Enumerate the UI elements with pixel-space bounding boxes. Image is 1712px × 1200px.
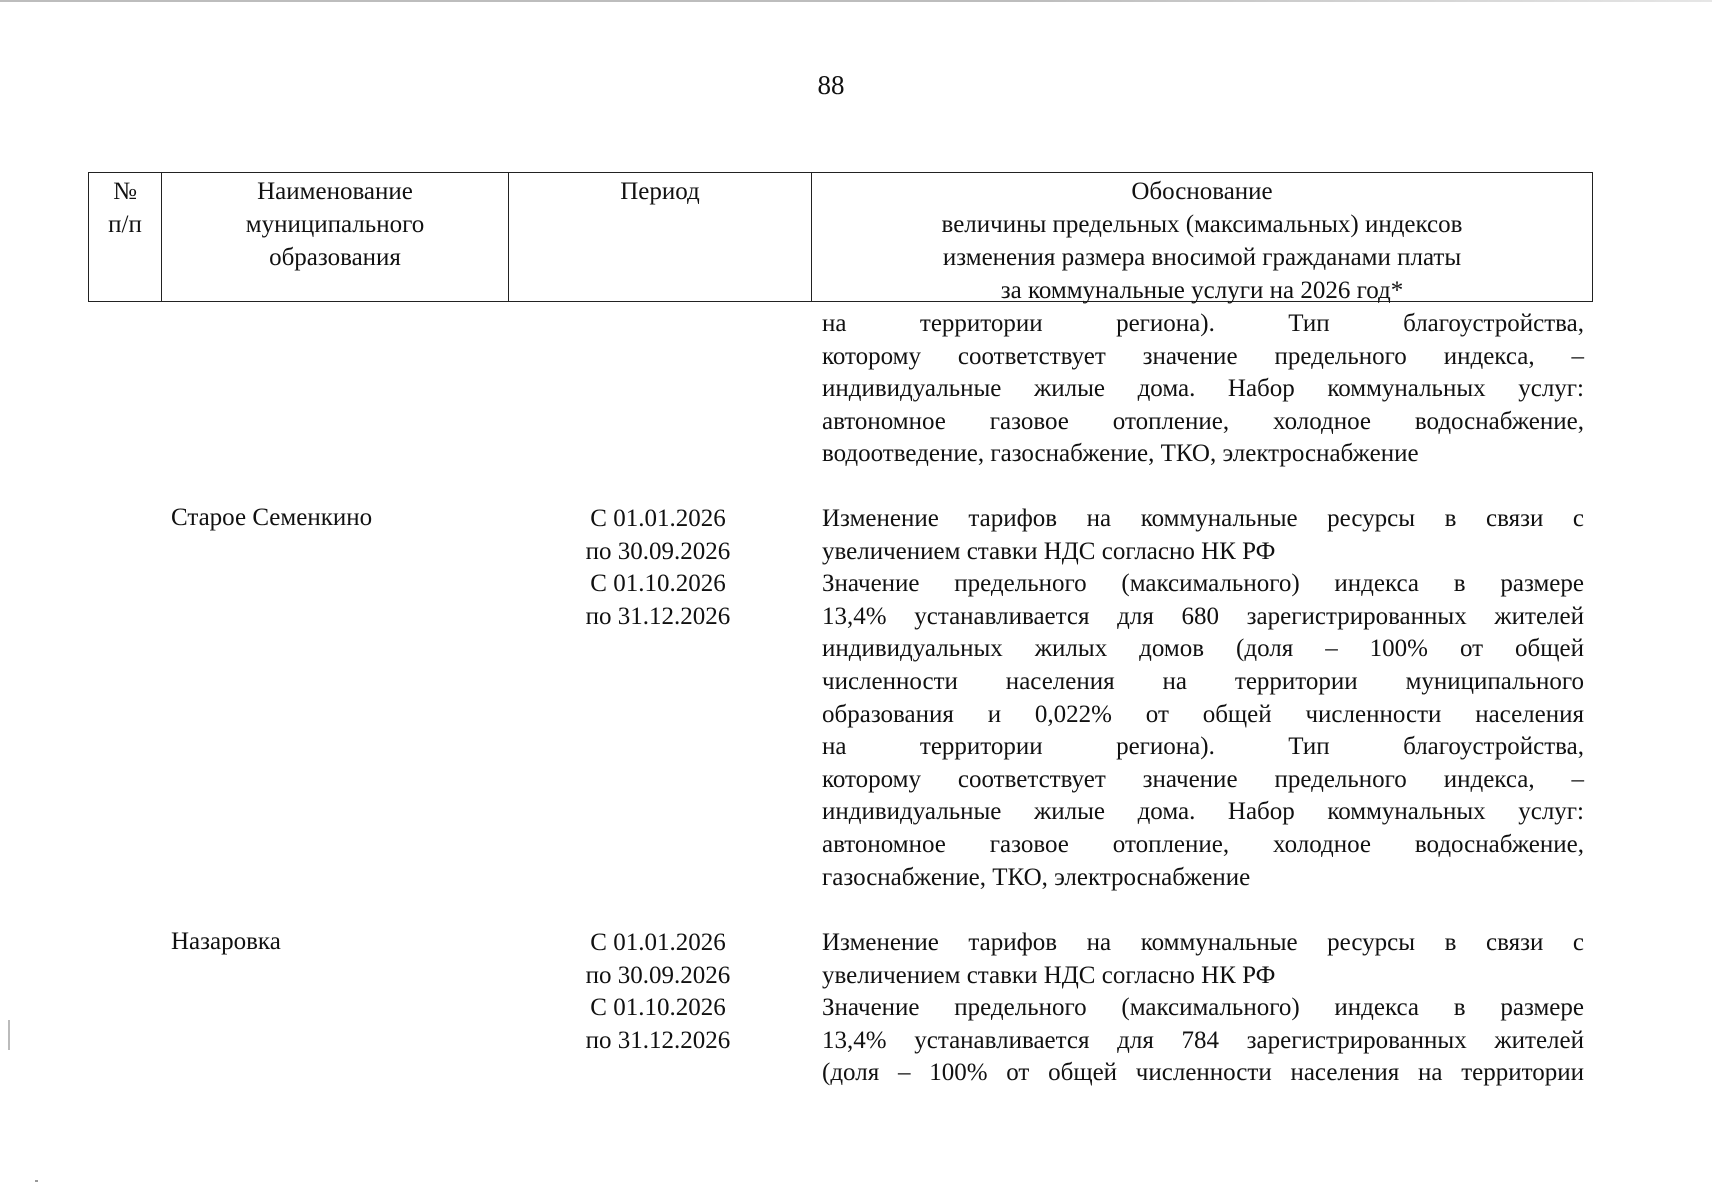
- text-line: Значение предельного (максимального) индекса в размере: [822, 570, 1584, 598]
- text-line: Изменение тарифов на коммунальные ресурсы в связи с: [822, 929, 1584, 956]
- text-line: которому соответствует значение предельного индекса, –: [822, 765, 1584, 793]
- continuation-text: [822, 308, 1584, 471]
- text-line: 13,4% устанавливается для 680 зарегистрированных жителей: [822, 602, 1584, 630]
- text-line: на территории региона). Тип благоустройства,: [822, 733, 1584, 761]
- text-line: газоснабжение, ТКО, электроснабжение: [822, 863, 1251, 891]
- text-line: автономное газовое отопление, холодное водоснабжение,: [822, 407, 1584, 435]
- text-line: водоотведение, газоснабжение, ТКО, электроснабжение: [822, 440, 1419, 468]
- period-cell: С 01.01.2026 по 30.09.2026 С 01.10.2026 по 31.12.2026: [585, 929, 731, 1054]
- scan-edge: [0, 0, 1712, 2]
- text-line: численности населения на территории муниципального: [822, 667, 1584, 695]
- text-line: образования и 0,022% от общей численности населения: [822, 700, 1584, 728]
- page-number: 88: [817, 70, 845, 100]
- text-line: индивидуальные жилые дома. Набор коммунальных услуг:: [822, 375, 1584, 403]
- text-line: Значение предельного (максимального) индекса в размере: [822, 994, 1584, 1022]
- text-line: которому соответствует значение предельного индекса, –: [822, 342, 1584, 370]
- header-col-municipality: Наименование муниципального образования: [162, 173, 509, 301]
- text-line: 13,4% устанавливается для 784 зарегистрированных жителей: [822, 1026, 1584, 1054]
- text-line: индивидуальных жилых домов (доля – 100% от общей: [822, 635, 1584, 663]
- text-line: Изменение тарифов на коммунальные ресурсы в связи с: [822, 505, 1584, 532]
- table-header: [88, 172, 1593, 302]
- scan-artifact: [8, 1020, 10, 1050]
- text-line: увеличением ставки НДС согласно НК РФ: [822, 961, 1276, 989]
- municipality-name: Назаровка: [171, 928, 281, 955]
- text-line: (доля – 100% от общей численности населения на территории: [822, 1059, 1584, 1087]
- scan-artifact: [35, 1180, 38, 1182]
- text-line: автономное газовое отопление, холодное водоснабжение,: [822, 830, 1584, 858]
- basis-text: [822, 927, 1584, 1090]
- municipality-name: Старое Семенкино: [171, 504, 373, 531]
- text-line: увеличением ставки НДС согласно НК РФ: [822, 537, 1276, 565]
- header-col-basis: Обоснование величины предельных (максимальных) индексов изменения размера вносимой гражданами платы за коммунальные услуги на 2026 год*: [941, 178, 1463, 304]
- text-line: на территории региона). Тип благоустройства,: [822, 310, 1584, 337]
- header-col-number: № п/п: [89, 173, 162, 301]
- text-line: индивидуальные жилые дома. Набор коммунальных услуг:: [822, 798, 1584, 826]
- header-col-period: Период: [509, 173, 812, 301]
- period-cell: С 01.01.2026 по 30.09.2026 С 01.10.2026 по 31.12.2026: [585, 505, 731, 630]
- basis-text: [822, 503, 1584, 894]
